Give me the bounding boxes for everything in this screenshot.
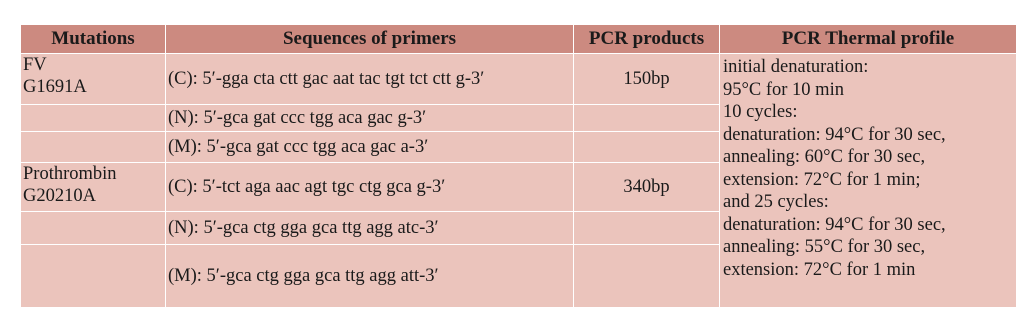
mutation-variant: G1691A bbox=[23, 77, 87, 97]
mutation-cell bbox=[21, 105, 166, 132]
profile-line: annealing: 60°C for 30 sec, bbox=[723, 147, 926, 167]
pcr-product: 340bp bbox=[574, 163, 720, 212]
profile-line: annealing: 55°C for 30 sec, bbox=[723, 237, 926, 257]
profile-line: and 25 cycles: bbox=[723, 192, 829, 212]
header-sequences: Sequences of primers bbox=[166, 25, 574, 54]
pcr-product bbox=[574, 212, 720, 245]
mutation-name: FV bbox=[23, 55, 47, 75]
pcr-product bbox=[574, 132, 720, 163]
thermal-profile-cell bbox=[720, 54, 1017, 308]
profile-line: denaturation: 94°C for 30 sec, bbox=[723, 124, 946, 145]
primer-sequence: (M): 5′-gca gat ccc tgg aca gac a-3′ bbox=[166, 132, 574, 163]
header-pcr-products: PCR products bbox=[574, 25, 720, 54]
primer-table bbox=[20, 24, 1017, 308]
primer-sequence: (N): 5′-gca gat ccc tgg aca gac g-3′ bbox=[166, 105, 574, 132]
primer-sequence: (C): 5′-tct aga aac agt tgc ctg gca g-3′ bbox=[166, 163, 574, 212]
header-mutations: Mutations bbox=[21, 25, 166, 54]
primer-sequence: (M): 5′-gca ctg gga gca ttg agg att-3′ bbox=[166, 245, 574, 308]
profile-line: extension: 72°C for 1 min bbox=[723, 259, 916, 280]
primer-sequence: (N): 5′-gca ctg gga gca ttg agg atc-3′ bbox=[166, 212, 574, 245]
mutation-cell bbox=[21, 212, 166, 245]
header-row bbox=[21, 25, 1017, 54]
primer-sequence: (C): 5′-gga cta ctt gac aat tac tgt tct ctt g-3′ bbox=[166, 54, 574, 105]
mutation-cell bbox=[21, 245, 166, 308]
pcr-product: 150bp bbox=[574, 54, 720, 105]
mutation-name: Prothrombin bbox=[23, 164, 117, 184]
mutation-cell bbox=[21, 163, 166, 212]
mutation-cell bbox=[21, 54, 166, 105]
table-row bbox=[21, 54, 1017, 105]
profile-line: extension: 72°C for 1 min; bbox=[723, 169, 921, 190]
pcr-product bbox=[574, 245, 720, 308]
primer-table-container bbox=[20, 24, 1016, 308]
mutation-variant: G20210A bbox=[23, 186, 96, 206]
profile-line: 10 cycles: bbox=[723, 102, 798, 122]
profile-line: initial denaturation: bbox=[723, 57, 869, 77]
profile-line: denaturation: 94°C for 30 sec, bbox=[723, 214, 946, 235]
header-thermal-profile: PCR Thermal profile bbox=[720, 25, 1017, 54]
profile-line: 95°C for 10 min bbox=[723, 79, 844, 100]
mutation-cell bbox=[21, 132, 166, 163]
pcr-product bbox=[574, 105, 720, 132]
